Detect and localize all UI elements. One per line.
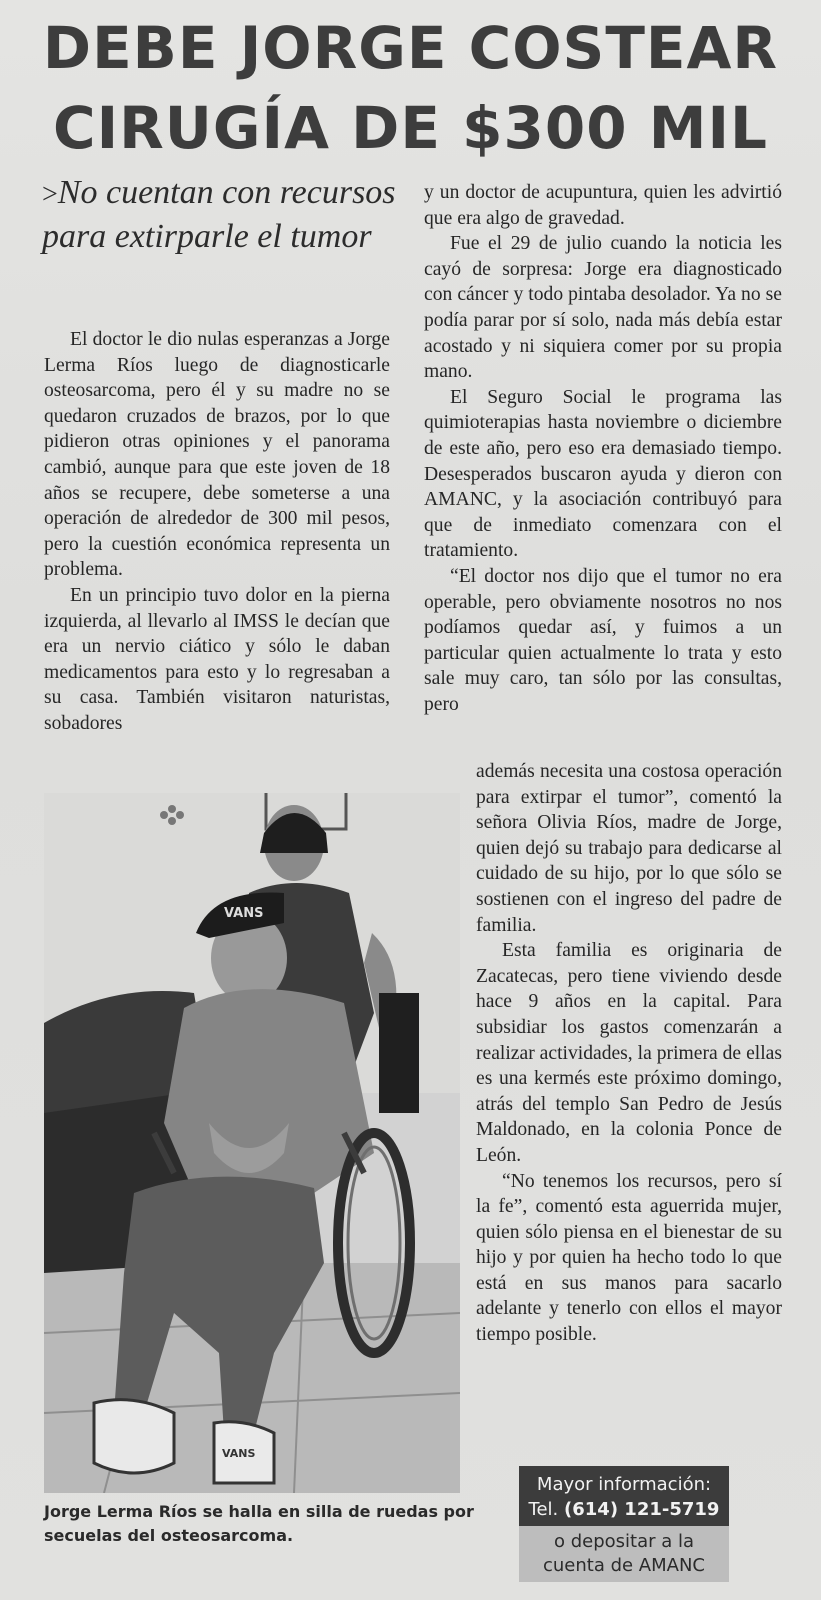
info-box-footer (519, 1526, 729, 1582)
paragraph: El doctor le dio nulas esperanzas a Jorge Lerma Ríos luego de diagnosticarle osteosarcoma, pero él y su madre no se quedaron cruzados de brazos, por lo que pidieron otras opiniones y el panorama cambió, aunque para que este joven de 18 años se recupere, debe someterse a una operación de alrededor de 300 mil pesos, pero la cuestión económica representa un problema. (44, 329, 390, 581)
body-column-right-top (424, 180, 782, 717)
body-column-left (44, 327, 390, 737)
paragraph: En un principio tuvo dolor en la pierna izquierda, al llevarlo al IMSS le decían que era un nervio ciático y sólo le daban medicamentos para esto y lo regresaban a su casa. También visitaron naturistas, sobadores (44, 584, 390, 734)
phone-prefix: Tel. (528, 1499, 559, 1520)
info-phone (525, 1497, 723, 1522)
photo-illustration (44, 793, 460, 1493)
paragraph: “No tenemos los recursos, pero sí la fe”, comentó esta aguerrida mujer, quien sólo piensa en el bienestar de su hijo y por quien ha hecho todo lo que está en sus manos para sacarlo adelante y tenerlo con ellos el mayor tiempo posible. (476, 1170, 782, 1346)
shoe-logo: VANS (222, 1447, 256, 1460)
paragraph: Esta familia es originaria de Zacatecas, pero tiene viviendo desde hace 9 años en la capital. Para subsidiar los gastos comenzarán a realizar actividades, la primera de ellas es una kermés este próximo domingo, atrás del templo San Pedro de Jesús Maldonado, en la colonia Ponce de León. (476, 940, 782, 1166)
body-column-right-bottom (476, 759, 782, 1348)
info-box-header (519, 1466, 729, 1526)
paragraph: El Seguro Social le programa las quimioterapias hasta noviembre o diciembre de este año, pero eso era demasiado tiempo. Desesperados buscaron ayuda y dieron con AMANC, y la asociación contribuyó para que de inmediato comenzara con el tratamiento. (424, 386, 782, 562)
paragraph: Fue el 29 de julio cuando la noticia les cayó de sorpresa: Jorge era diagnosticado con cáncer y todo pintaba desolador. Ya no se podía parar por sí solo, nada más debía estar acostado y ni siquiera comer por su propia mano. (424, 233, 782, 383)
subhead-text: No cuentan con recursos para extirparle el tumor (42, 174, 396, 255)
info-line-3: o depositar a la (553, 1531, 695, 1552)
subheadline (42, 172, 402, 258)
photo-caption: Jorge Lerma Ríos se halla en silla de ruedas por secuelas del osteosarcoma. (44, 1502, 474, 1545)
phone-number: (614) 121-5719 (564, 1499, 720, 1520)
paragraph: y un doctor de acupuntura, quien les advirtió que era algo de gravedad. (424, 182, 782, 229)
paragraph: “El doctor nos dijo que el tumor no era operable, pero obviamente nosotros no nos podíamos quedar así, y fuimos a un particular quien actualmente lo trata y esto sale muy caro, tan sólo por las consultas, pero (424, 565, 782, 715)
info-line-4: cuenta de AMANC (542, 1555, 705, 1576)
paragraph: además necesita una costosa operación para extirpar el tumor”, comentó la señora Olivia Ríos, madre de Jorge, quien dejó su trabajo para dedicarse al cuidado de su hijo, por lo que sólo se sostienen con el ingreso del padre de familia. (476, 761, 782, 936)
info-line-1: Mayor información: (536, 1474, 712, 1495)
subhead-marker: > (42, 179, 58, 210)
headline-line-2: CIRUGÍA DE $300 MIL (53, 94, 768, 162)
news-photo (44, 793, 460, 1493)
headline-line-1: DEBE JORGE COSTEAR (42, 14, 779, 82)
info-box (519, 1466, 729, 1578)
headline (0, 8, 821, 168)
cap-logo: VANS (224, 906, 264, 921)
